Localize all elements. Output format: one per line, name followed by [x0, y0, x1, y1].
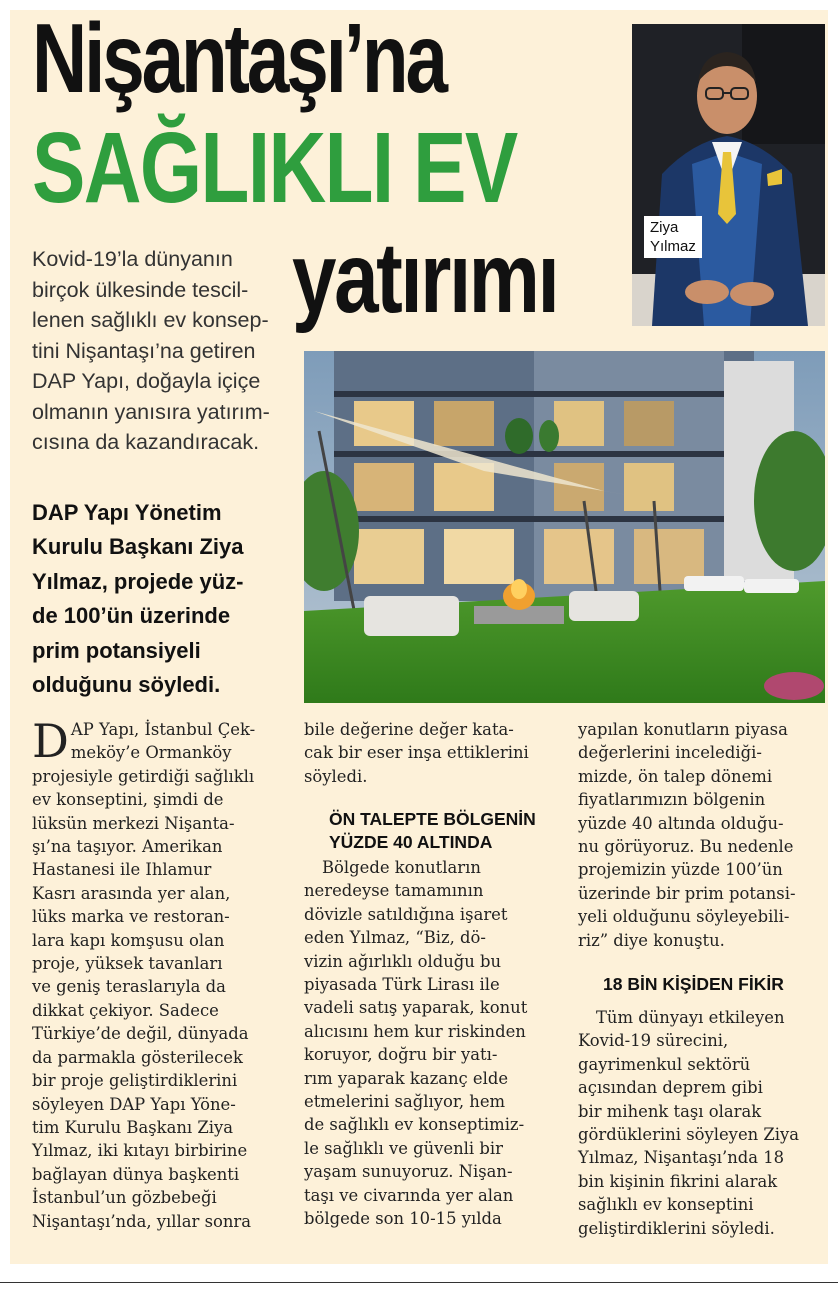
- body-line: neredeyse tamamının: [304, 881, 484, 901]
- body-line: rım yaparak kazanç elde: [304, 1068, 509, 1088]
- lead-line: Kurulu Başkanı Ziya: [32, 534, 244, 560]
- body-column-1: [32, 714, 284, 1233]
- body-line: değerlerini incelediği-: [578, 743, 762, 763]
- subhead-on-talep: [329, 808, 536, 854]
- portrait-photo: [632, 24, 825, 326]
- body-line: Kasrı arasında yer alan,: [32, 883, 231, 903]
- lead-line: prim potansiyeli: [32, 637, 201, 663]
- body-line: fiyatlarımızın bölgenin: [578, 790, 766, 810]
- portrait-illustration: [632, 24, 825, 326]
- body-column-2-continued: [304, 856, 556, 1231]
- drop-cap: D: [32, 714, 69, 768]
- body-line: yapılan konutların piyasa: [578, 720, 788, 739]
- body-line: bağlayan dünya başkenti: [32, 1164, 240, 1184]
- body-line: bile değerine değer kata-: [304, 720, 514, 739]
- body-column-2: [304, 718, 556, 788]
- body-line: söyledi.: [304, 766, 368, 786]
- intro-line: DAP Yapı, doğayla içiçe: [32, 369, 261, 393]
- body-line: Hastanesi ile Ihlamur: [32, 860, 212, 880]
- body-line: şı’na taşıyor. Amerikan: [32, 837, 223, 857]
- body-column-3-continued: [578, 1006, 830, 1240]
- body-line: gördüklerini söyleyen Ziya: [578, 1125, 800, 1145]
- lead-text: [32, 496, 294, 702]
- lead-line: DAP Yapı Yönetim: [32, 500, 222, 525]
- body-line: ve geniş teraslarıyla da: [32, 977, 226, 997]
- lead-line: Yılmaz, projede yüz-: [32, 568, 244, 594]
- body-line: projemizin yüzde 100’ün: [578, 860, 783, 880]
- body-line: vizin ağırlıklı olduğu bu: [304, 951, 502, 971]
- headline-line-3: yatırımı: [292, 222, 558, 334]
- body-line: le sağlıklı ve güvenli bir: [304, 1138, 503, 1158]
- body-line: söyleyen DAP Yapı Yöne-: [32, 1094, 236, 1114]
- body-line: yeli olduğunu söyleyebili-: [578, 907, 790, 927]
- body-line: nu görüyoruz. Bu nedenle: [578, 837, 794, 857]
- body-line: İstanbul’un gözbebeği: [32, 1188, 217, 1208]
- body-line: piyasada Türk Lirası ile: [304, 975, 500, 995]
- body-line: bir mihenk taşı olarak: [578, 1101, 762, 1121]
- body-line: koruyor, doğru bir yatı-: [304, 1045, 498, 1065]
- intro-line: cısına da kazandıracak.: [32, 430, 260, 454]
- body-line: proje, yüksek tavanları: [32, 954, 223, 974]
- subhead-18-bin: [603, 973, 784, 996]
- intro-line: lenen sağlıklı ev konsep-: [32, 308, 269, 332]
- intro-line: Kovid-19’la dünyanın: [32, 247, 233, 271]
- body-line: mizde, ön talep dönemi: [578, 766, 773, 786]
- body-line: ev konseptini, şimdi de: [32, 790, 224, 810]
- body-column-3: [578, 718, 830, 952]
- body-line: projesiyle getirdiği sağlıklı: [32, 766, 255, 786]
- intro-text: [32, 244, 290, 458]
- body-line: Nişantaşı’nda, yıllar sonra: [32, 1211, 252, 1231]
- subhead-line: 18 BİN KİŞİDEN FİKİR: [603, 974, 784, 994]
- body-line: sağlıklı ev konseptini: [578, 1195, 754, 1215]
- bottom-rule: [0, 1282, 838, 1283]
- body-line: bin kişinin fikrini alarak: [578, 1171, 778, 1191]
- body-line: AP Yapı, İstanbul Çek-: [70, 720, 256, 739]
- lead-line: olduğunu söyledi.: [32, 672, 221, 698]
- body-line: yaşam sunuyoruz. Nişan-: [304, 1162, 513, 1182]
- headline-line-1: Nişantaşı’na: [32, 3, 445, 113]
- headline-line-2: SAĞLIKLI EV: [32, 112, 517, 224]
- intro-line: birçok ülkesinde tescil-: [32, 277, 249, 302]
- photo-caption-line: Yılmaz: [650, 238, 696, 255]
- intro-line: tini Nişantaşı’na getiren: [32, 338, 256, 363]
- render-illustration: [304, 351, 825, 703]
- subhead-line: ÖN TALEPTE BÖLGENİN: [329, 809, 536, 829]
- body-line: riz” diye konuştu.: [578, 930, 725, 950]
- body-line: Yılmaz, Nişantaşı’nda 18: [578, 1148, 785, 1168]
- body-line: da parmakla gösterilecek: [32, 1047, 243, 1067]
- body-line: lara kapı komşusu olan: [32, 930, 225, 950]
- body-line: taşı ve civarında yer alan: [304, 1185, 514, 1205]
- body-line: gayrimenkul sektörü: [578, 1054, 751, 1074]
- project-render-photo: [304, 351, 825, 703]
- body-line: tim Kurulu Başkanı Ziya: [32, 1117, 234, 1137]
- body-line: açısından deprem gibi: [578, 1078, 763, 1098]
- body-line: meköy’e Ormanköy: [70, 743, 232, 763]
- body-line: Bölgede konutların: [322, 858, 481, 877]
- body-line: alıcısını hem kur riskinden: [304, 1021, 526, 1041]
- body-line: dikkat çekiyor. Sadece: [32, 1000, 219, 1020]
- body-line: dövizle satıldığına işaret: [304, 904, 508, 924]
- body-line: eden Yılmaz, “Biz, dö-: [304, 928, 486, 948]
- body-line: Türkiye’de değil, dünyada: [32, 1024, 249, 1044]
- body-line: de sağlıklı ev konseptimiz-: [304, 1115, 525, 1135]
- body-line: lüksün merkezi Nişanta-: [32, 813, 235, 833]
- photo-caption: [644, 216, 702, 258]
- intro-line: olmanın yanısıra yatırım-: [32, 399, 270, 424]
- body-line: Tüm dünyayı etkileyen: [596, 1008, 785, 1027]
- body-line: Yılmaz, iki kıtayı birbirine: [32, 1141, 248, 1161]
- body-line: cak bir eser inşa ettiklerini: [304, 743, 529, 763]
- body-line: yüzde 40 altında olduğu-: [578, 813, 784, 833]
- photo-caption-line: Ziya: [650, 219, 679, 236]
- body-line: bir proje geliştirdiklerini: [32, 1071, 238, 1091]
- body-line: lüks marka ve restoran-: [32, 907, 230, 927]
- body-line: Kovid-19 sürecini,: [578, 1031, 729, 1051]
- body-line: bölgede son 10-15 yılda: [304, 1209, 502, 1229]
- body-line: etmelerini sağlıyor, hem: [304, 1092, 506, 1112]
- lead-line: de 100’ün üzerinde: [32, 603, 231, 629]
- subhead-line: YÜZDE 40 ALTINDA: [329, 832, 493, 852]
- body-line: üzerinde bir prim potansi-: [578, 883, 796, 903]
- body-line: vadeli satış yaparak, konut: [304, 998, 528, 1018]
- body-line: geliştirdiklerini söyledi.: [578, 1218, 775, 1238]
